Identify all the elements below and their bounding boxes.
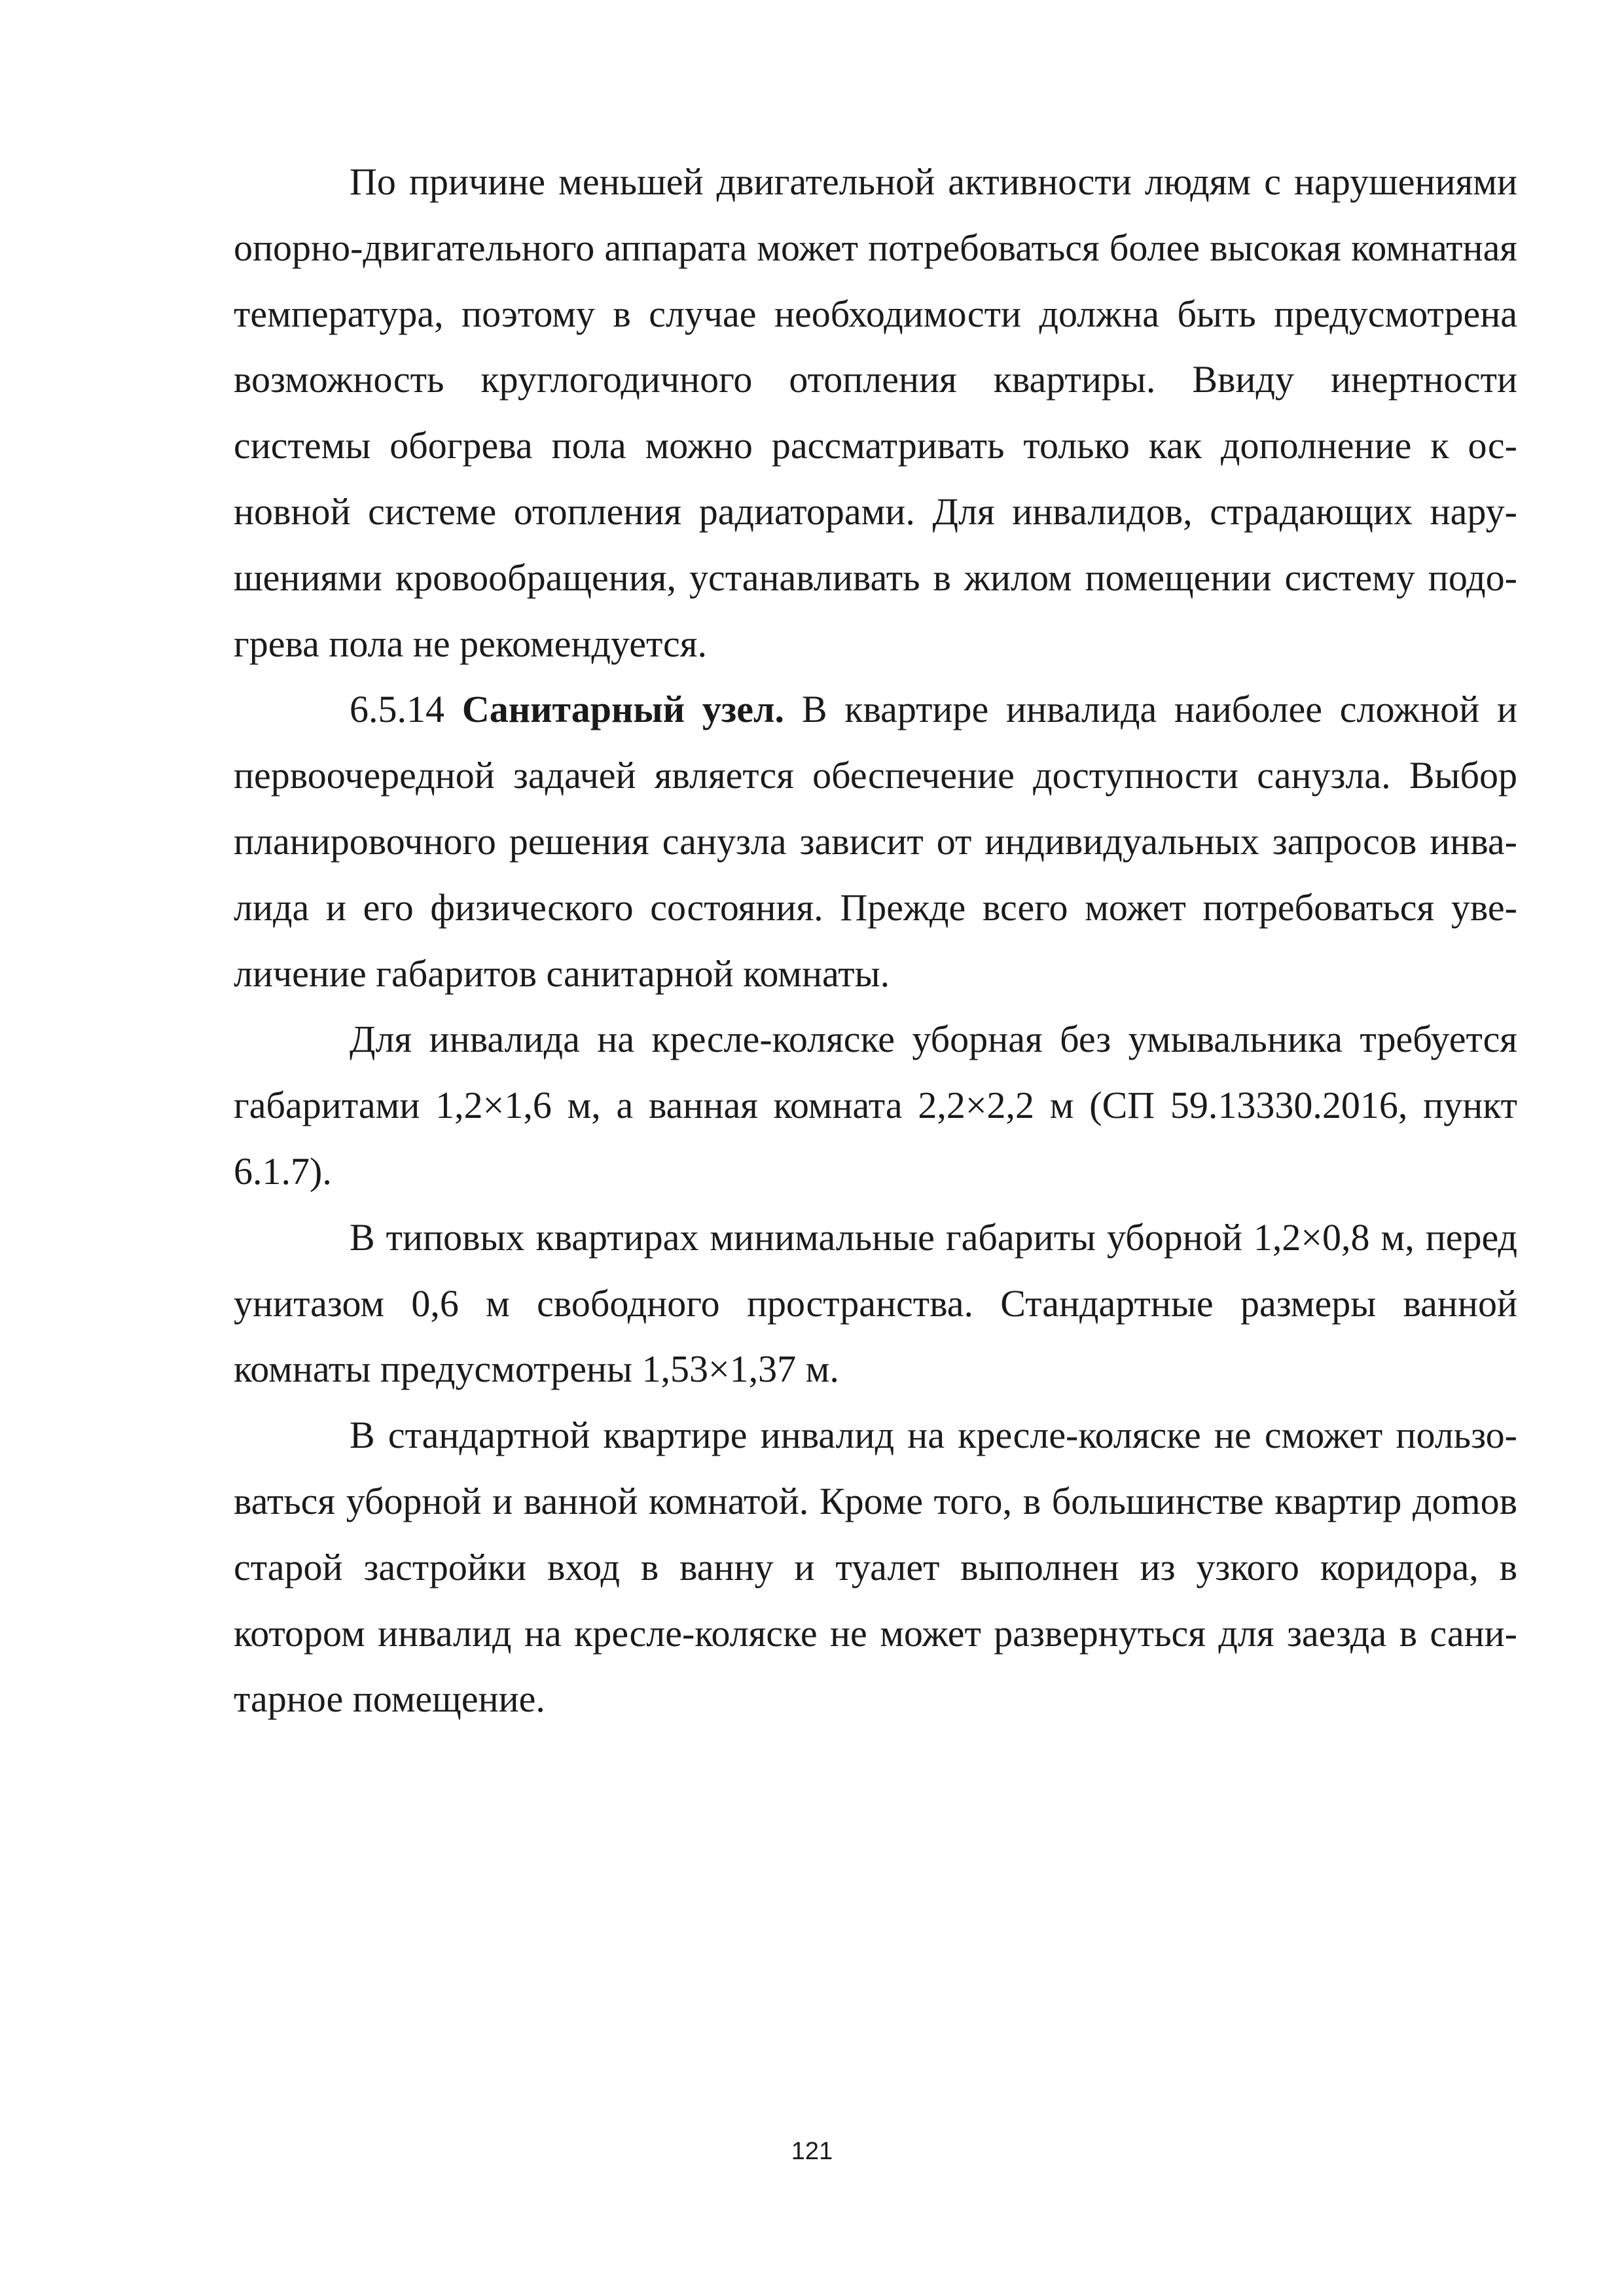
section-heading: Санитарный узел.	[461, 688, 784, 731]
page-body	[234, 149, 1517, 1732]
paragraph-text: В стандартной квартире инвалид на кресле-коляске не сможет пользоваться уборной и ванной комнатой. Кроме того, в большинстве квартир доmов старой застройки вход в ванну и туалет выполнен из узкого коридора, в котором инвалид на кресле-коляске не может развернуться для заезда в санитарное помещение.	[234, 1414, 1517, 1721]
paragraph-wheelchair-dimensions	[234, 1007, 1517, 1204]
section-number: 6.5.14	[350, 688, 444, 731]
paragraph-text: В типовых квартирах минимальные габариты уборной 1,2×0,8 м, перед унитазом 0,6 м свободного пространства. Стандартные размеры ванной комнаты предусмотрены 1,53×1,37 м.	[234, 1215, 1517, 1391]
paragraph-standard-apartment	[234, 1403, 1517, 1732]
paragraph-typical-apartments	[234, 1205, 1517, 1403]
paragraph-text: По причине меньшей двигательной активности людям с нарушениями опорно-двигательного аппарата может потребоваться более высокая комнатная температура, поэтому в случае необходимости должна быть предусмотрена возможность круглогодичного отопления квартиры. Ввиду инертности системы обогрева пола можно рассматривать только как дополнение к основной системе отопления радиаторами. Для инвалидов, страдающих нарушениями кровообращения, устанавливать в жилом помещении систему подогрева пола не рекомендуется.	[234, 160, 1517, 665]
paragraph-sanitary-unit	[234, 677, 1517, 1007]
paragraph-text: В квартире инвалида наиболее сложной и первоочередной задачей является обеспечение доступности санузла. Выбор планировочного решения санузла зависит от индивидуальных запросов инвалида и его физического состояния. Прежде всего может потребоваться увеличение габаритов санитарной комнаты.	[234, 688, 1518, 995]
paragraph-text: Для инвалида на кресле-коляске уборная без умывальника требуется габаритами 1,2×1,6 м, а ванная комната 2,2×2,2 м (СП 59.13330.2016, пункт 6.1.7).	[234, 1018, 1517, 1193]
page-number: 121	[791, 2138, 833, 2165]
paragraph-heating	[234, 149, 1517, 677]
